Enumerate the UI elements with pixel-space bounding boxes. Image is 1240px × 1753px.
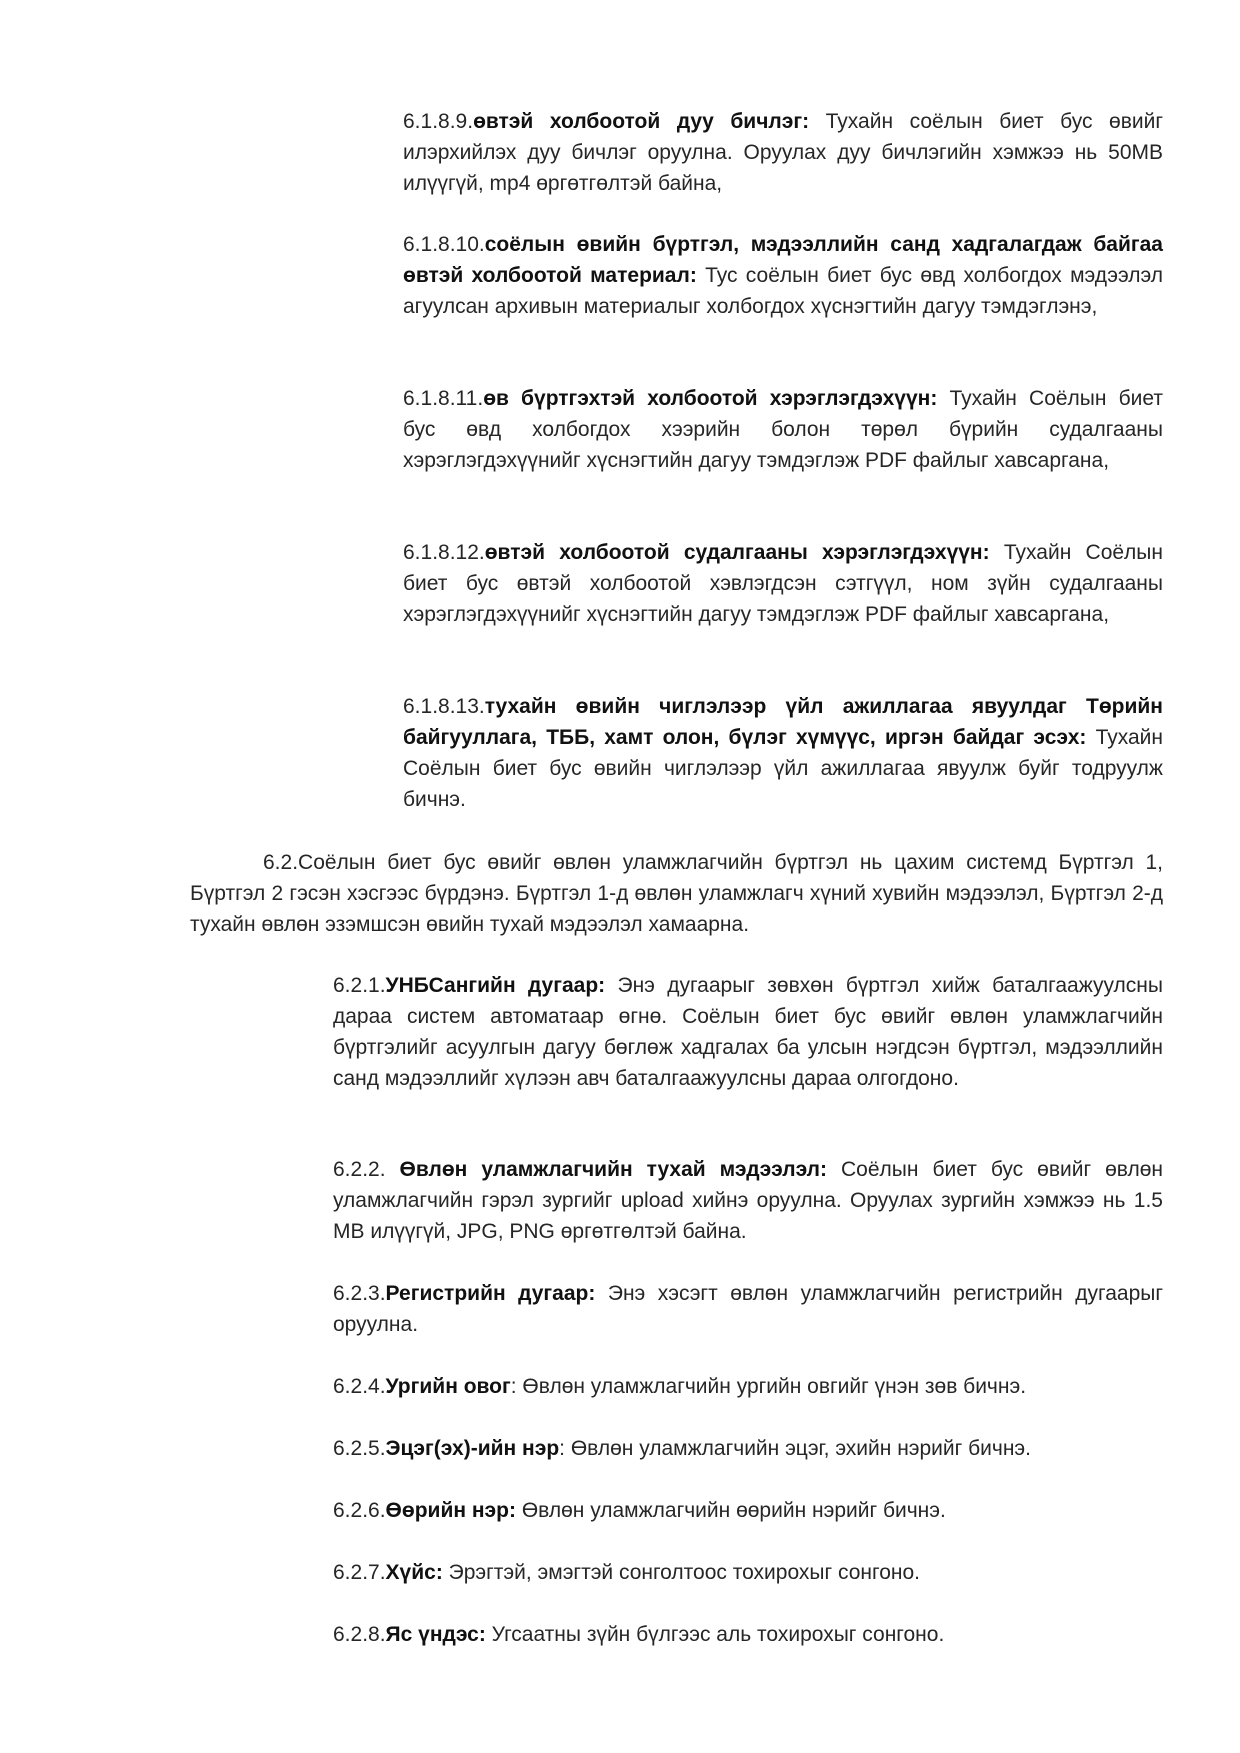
section-6-1-8-10 [403,229,1163,322]
section-text: Эрэгтэй, эмэгтэй сонголтоос тохирохыг сонгоно. [442,1561,920,1584]
section-term: өвтэй холбоотой дуу бичлэг: [473,110,810,133]
section-number: 6.2.3. [333,1282,386,1305]
section-number: 6.1.8.12. [403,541,485,564]
section-text: Соёлын биет бус өвийг өвлөн уламжлагчийн гэрэл зургийг upload хийнэ оруулна. Оруулах зургийн хэмжээ нь 1.5 MB илүүгүй, JPG, PNG өргөтгөлтэй байна. [333,1158,1164,1243]
section-6-2-7 [333,1557,1163,1588]
section-number: 6.2.7. [333,1561,386,1584]
section-6-2-1 [333,970,1163,1094]
section-text: Энэ дугаарыг зөвхөн бүртгэл хийж баталгаажуулсны дараа систем автоматаар өгнө. Соёлын биет бус өвийг өвлөн уламжлагчийн бүртгэлийг асуулгын дагуу бөглөж хадгалах ба улсын нэгдсэн бүртгэл, мэдээллийн санд мэдээллийг хүлээн авч баталгаажуулсны дараа олгогдоно. [333,974,1163,1090]
section-term: Ургийн овог [385,1375,511,1398]
section-text: Угсаатны зүйн бүлгээс аль тохирохыг сонгоно. [485,1623,945,1646]
section-number: 6.1.8.9. [403,110,474,133]
section-number: 6.1.8.11. [403,387,484,410]
section-6-2-3 [333,1278,1163,1340]
section-term: Өөрийн нэр: [385,1499,516,1522]
section-number: 6.2.5. [333,1437,386,1460]
section-6-2-4 [333,1371,1163,1402]
section-term: өвтэй холбоотой судалгааны хэрэглэгдэхүүн: [484,541,990,564]
section-text: Энэ хэсэгт өвлөн уламжлагчийн регистрийн дугаарыг оруулна. [333,1282,1163,1336]
section-term: Регистрийн дугаар: [385,1282,596,1305]
section-6-2-6 [333,1495,1163,1526]
section-text: Тухайн Соёлын биет бус өвтэй холбоотой хэвлэгдсэн сэтгүүл, ном зүйн судалгааны хэрэглэгдэхүүнийг хүснэгтийн дагуу тэмдэглэж PDF файлыг хавсаргана, [403,541,1163,626]
section-term: соёлын өвийн бүртгэл, мэдээллийн санд хадгалагдаж байгаа өвтэй холбоотой материал: [403,233,1163,287]
section-term: өв бүртгэхтэй холбоотой хэрэглэгдэхүүн: [483,387,938,410]
section-6-1-8-9 [403,106,1163,199]
section-text: Тус соёлын биет бус өвд холбогдох мэдээлэл агуулсан архивын материалыг холбогдох хүснэгтийн дагуу тэмдэглэнэ, [403,264,1163,318]
section-term: Хүйс: [385,1561,443,1584]
section-text: 6.2.Соёлын биет бус өвийг өвлөн уламжлагчийн бүртгэл нь цахим системд Бүртгэл 1, Бүртгэл 2 гэсэн хэсгээс бүрдэнэ. Бүртгэл 1-д өвлөн уламжлагч хүний хувийн мэдээлэл, Бүртгэл 2-д тухайн өвлөн эзэмшсэн өвийн тухай мэдээлэл хамаарна. [190,851,1163,936]
section-term: тухайн өвийн чиглэлээр үйл ажиллагаа явуулдаг Төрийн байгууллага, ТББ, хамт олон, бүлэг хүмүүс, иргэн байдаг эсэх: [403,695,1163,749]
section-6-1-8-11 [403,383,1163,476]
section-6-2 [190,847,1163,940]
section-6-1-8-13 [403,691,1163,815]
section-number: 6.2.6. [333,1499,386,1522]
section-term: Өвлөн уламжлагчийн тухай мэдээлэл: [399,1158,828,1181]
section-number: 6.2.1. [333,974,386,997]
section-text: Өвлөн уламжлагчийн өөрийн нэрийг бичнэ. [515,1499,946,1522]
section-text: : Өвлөн уламжлагчийн ургийн овгийг үнэн зөв бичнэ. [510,1375,1027,1398]
section-6-2-2 [333,1154,1163,1247]
section-text: Тухайн Соёлын биет бус өвд холбогдох хээрийн болон төрөл бүрийн судалгааны хэрэглэгдэхүүнийг хүснэгтийн дагуу тэмдэглэж PDF файлыг хавсаргана, [403,387,1163,472]
section-text: Тухайн соёлын биет бус өвийг илэрхийлэх дуу бичлэг оруулна. Оруулах дуу бичлэгийн хэмжээ нь 50MB илүүгүй, mp4 өргөтгөлтэй байна, [403,110,1163,195]
section-6-2-8 [333,1619,1163,1650]
section-term: Эцэг(эх)-ийн нэр [385,1437,560,1460]
section-term: УНБСангийн дугаар: [385,974,606,997]
section-6-2-5 [333,1433,1163,1464]
section-term: Яс үндэс: [385,1623,486,1646]
section-number: 6.1.8.13. [403,695,485,718]
section-6-1-8-12 [403,537,1163,630]
section-number: 6.2.8. [333,1623,386,1646]
section-number: 6.2.4. [333,1375,386,1398]
section-number: 6.2.2. [333,1158,400,1181]
section-number: 6.1.8.10. [403,233,485,256]
section-text: Тухайн Соёлын биет бус өвийн чиглэлээр үйл ажиллагаа явуулж буйг тодруулж бичнэ. [403,726,1163,811]
section-text: : Өвлөн уламжлагчийн эцэг, эхийн нэрийг бичнэ. [559,1437,1031,1460]
